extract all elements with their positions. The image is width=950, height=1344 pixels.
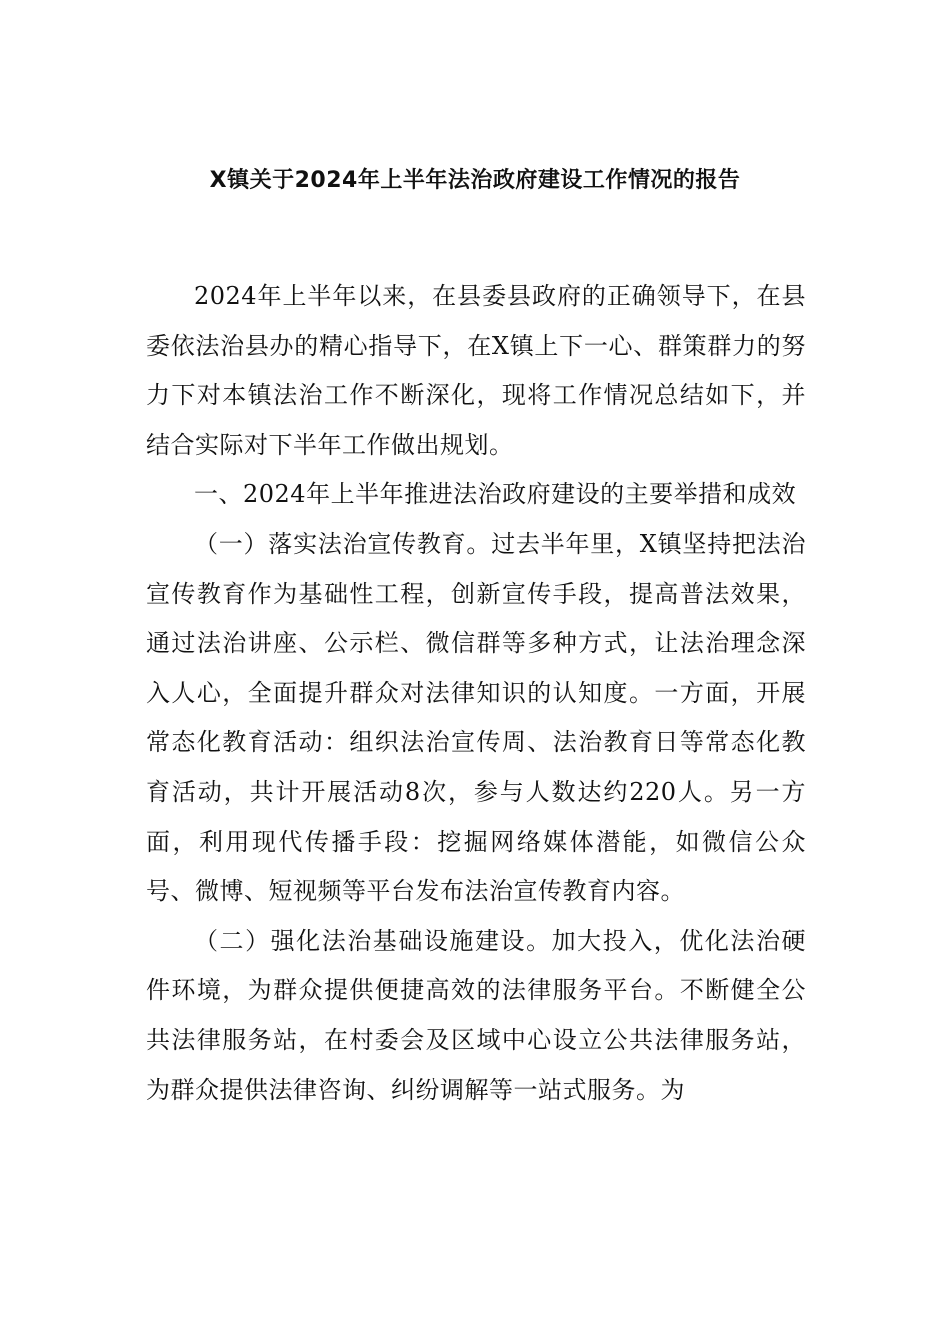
document-body (146, 272, 806, 1115)
document-title: X镇关于2024年上半年法治政府建设工作情况的报告 (209, 168, 741, 193)
paragraph-legal-education: （一）落实法治宣传教育。过去半年里，X镇坚持把法治宣传教育作为基础性工程，创新宣传手段，提高普法效果，通过法治讲座、公示栏、微信群等多种方式，让法治理念深入人心，全面提升群众对法律知识的认知度。一方面，开展常态化教育活动：组织法治宣传周、法治教育日等常态化教育活动，共计开展活动8次，参与人数达约220人。另一方面，利用现代传播手段：挖掘网络媒体潜能，如微信公众号、微博、短视频等平台发布法治宣传教育内容。 (146, 529, 806, 906)
paragraph-infrastructure: （二）强化法治基础设施建设。加大投入，优化法治硬件环境，为群众提供便捷高效的法律服务平台。不断健全公共法律服务站，在村委会及区域中心设立公共法律服务站，为群众提供法律咨询、纠纷调解等一站式服务。为 (146, 926, 806, 1104)
section-heading-1: 一、2024年上半年推进法治政府建设的主要举措和成效 (194, 480, 797, 509)
paragraph-intro: 2024年上半年以来，在县委县政府的正确领导下，在县委依法治县办的精心指导下，在X镇上下一心、群策群力的努力下对本镇法治工作不断深化，现将工作情况总结如下，并结合实际对下半年工作做出规划。 (146, 282, 806, 459)
